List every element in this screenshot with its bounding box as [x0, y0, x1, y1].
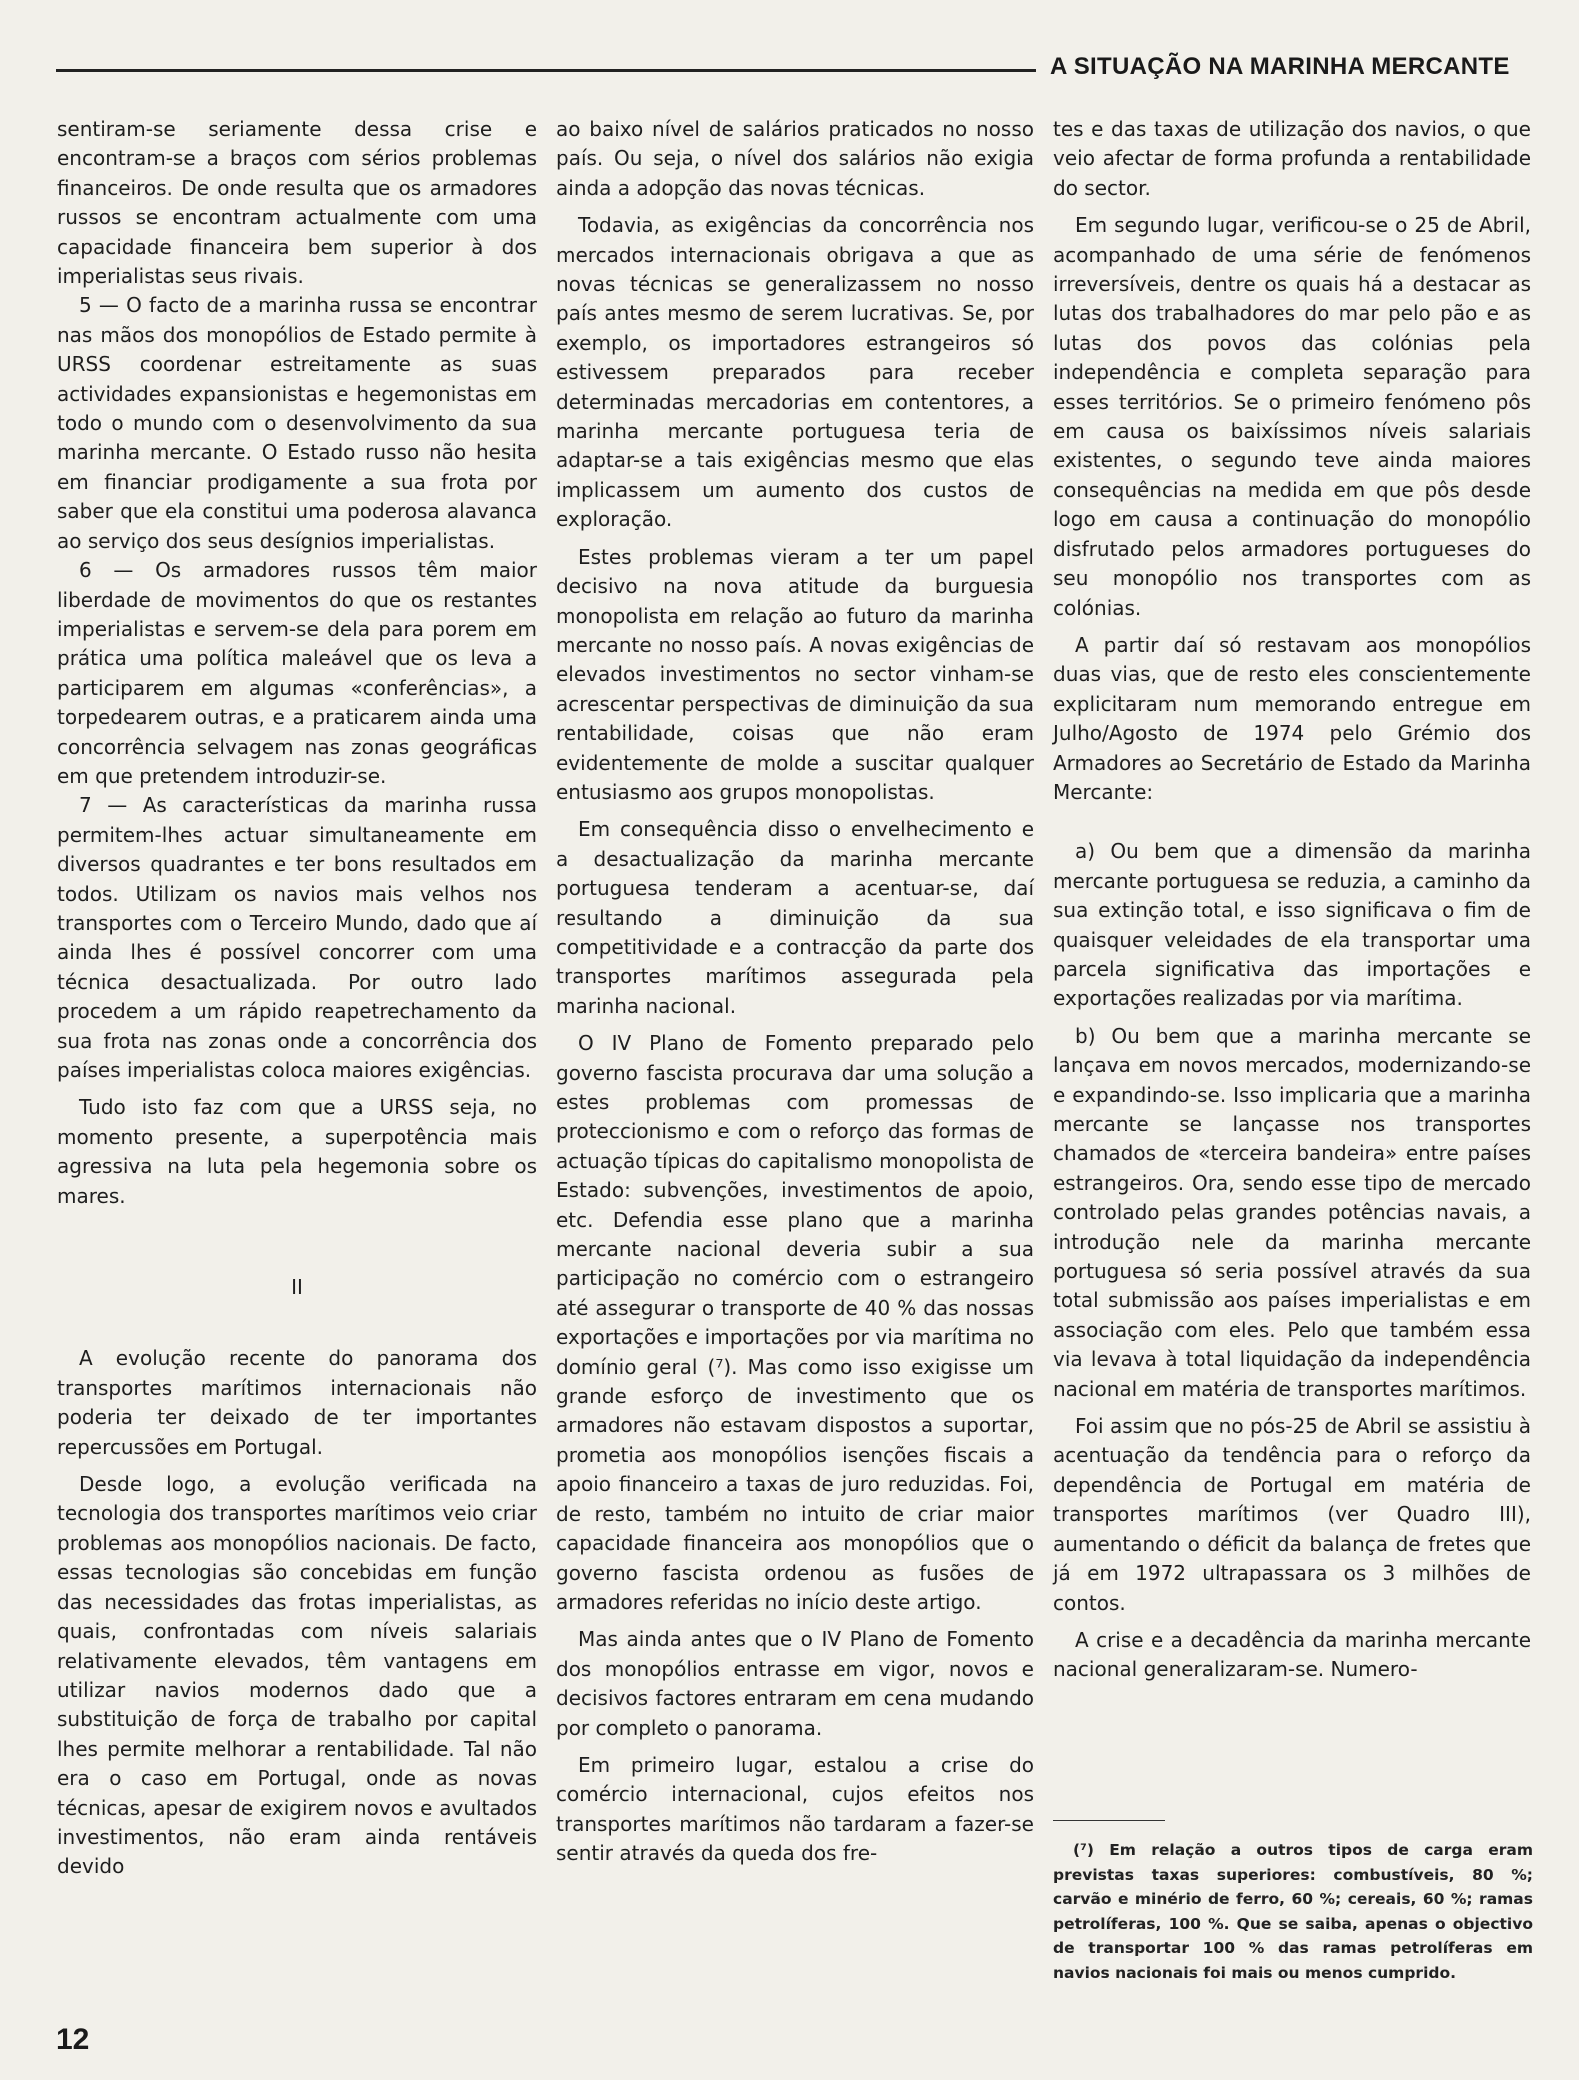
- paragraph: 7 — As características da marinha russa permitem-lhes actuar simultaneamente em diversos quadrantes e ter bons resultados em todos. Utilizam os navios mais velhos nos transportes com o Terceiro Mundo, dado que aí ainda lhes é possível concorrer com uma técnica desactualizada. Por outro lado procedem a um rápido reapetrechamento da sua frota nas zonas onde a concorrência dos países imperialistas coloca maiores exigências.: [57, 793, 537, 1082]
- paragraph: Em primeiro lugar, estalou a crise do comércio internacional, cujos efeitos nos transportes marítimos não tardaram a fazer-se sentir através da queda dos fre-: [556, 1752, 1034, 1866]
- text-column-2: [556, 115, 1034, 1869]
- paragraph: A partir daí só restavam aos monopólios duas vias, que de resto eles conscientemente explicitaram num memorando entregue em Julho/Agosto de 1974 pelo Grémio dos Armadores ao Secretário de Estado da Marinha Mercante:: [1053, 632, 1531, 804]
- section-number: II: [291, 1275, 303, 1300]
- page-number: 12: [56, 2023, 90, 2056]
- paragraph: 5 — O facto de a marinha russa se encontrar nas mãos dos monopólios de Estado permite à URSS coordenar estreitamente as suas actividades expansionistas e hegemonistas em todo o mundo com o desenvolvimento da sua marinha mercante. O Estado russo não hesita em financiar prodigamente a sua frota por saber que ela constitui uma poderosa alavanca ao serviço dos seus desígnios imperialistas.: [57, 293, 537, 553]
- text-column-3: [1053, 115, 1531, 1685]
- paragraph: ao baixo nível de salários praticados no nosso país. Ou seja, o nível dos salários não exigia ainda a adopção das novas técnicas.: [556, 117, 1034, 200]
- paragraph: Em segundo lugar, verificou-se o 25 de Abril, acompanhado de uma série de fenómenos irreversíveis, dentre os quais há a destacar as lutas dos trabalhadores do mar pelo pão e as lutas dos povos das colónias pela independência e completa separação para esses territórios. Se o primeiro fenómeno pôs em causa os baixíssimos níveis salariais existentes, o segundo teve ainda maiores consequências na medida em que pôs desde logo em causa a continuação do monopólio disfrutado pelos armadores portugueses do seu monopólio nos transportes com as colónias.: [1053, 213, 1531, 620]
- paragraph: Estes problemas vieram a ter um papel decisivo na nova atitude da burguesia monopolista em relação ao futuro da marinha mercante no nosso país. A novas exigências de elevados investimentos no sector vinham-se acrescentar perspectivas de diminuição da sua rentabilidade, coisas que não eram evidentemente de molde a suscitar qualquer entusiasmo aos grupos monopolistas.: [556, 544, 1034, 804]
- list-item: a) Ou bem que a dimensão da marinha mercante portuguesa se reduzia, a caminho da sua extinção total, e isso significava o fim de quaisquer veleidades de ela transportar uma parcela significativa das importações e exportações realizadas por via marítima.: [1053, 839, 1531, 1011]
- paragraph: O IV Plano de Fomento preparado pelo governo fascista procurava dar uma solução a estes problemas com promessas de proteccionismo e com o reforço das formas de actuação típicas do capitalismo monopolista de Estado: subvenções, investimentos de apoio, etc. Defendia esse plano que a marinha mercante nacional deveria subir a sua participação no comércio com o estrangeiro até assegurar o transporte de 40 % das nossas exportações e importações por via marítima no domínio geral (⁷). Mas como isso exigisse um grande esforço de investimento que os armadores não estavam dispostos a suportar, prometia aos monopólios isenções fiscais a apoio financeiro a taxas de juro reduzidas. Foi, de resto, também no intuito de criar maior capacidade financeira aos monopólios que o governo fascista ordenou as fusões de armadores referidas no início deste artigo.: [556, 1031, 1034, 1614]
- paragraph: Tudo isto faz com que a URSS seja, no momento presente, a superpotência mais agressiva na luta pela hegemonia sobre os mares.: [57, 1095, 537, 1208]
- paragraph: Em consequência disso o envelhecimento e a desactualização da marinha mercante portuguesa tenderam a acentuar-se, daí resultando a diminuição da sua competitividade e a contracção da parte dos transportes marítimos assegurada pela marinha nacional.: [556, 817, 1034, 1018]
- text-column-1: [57, 115, 537, 1882]
- paragraph: A crise e a decadência da marinha mercante nacional generalizaram-se. Numero-: [1053, 1627, 1531, 1682]
- paragraph: tes e das taxas de utilização dos navios, o que veio afectar de forma profunda a rentabilidade do sector.: [1053, 117, 1531, 200]
- paragraph: Mas ainda antes que o IV Plano de Fomento dos monopólios entrasse em vigor, novos e decisivos factores entraram em cena mudando por completo o panorama.: [556, 1627, 1034, 1740]
- paragraph: Desde logo, a evolução verificada na tecnologia dos transportes marítimos veio criar problemas aos monopólios nacionais. De facto, essas tecnologias são concebidas em função das necessidades das frotas imperialistas, as quais, confrontadas com níveis salariais relativamente elevados, têm vantagens em utilizar navios modernos dado que a substituição de força de trabalho por capital lhes permite melhorar a rentabilidade. Tal não era o caso em Portugal, onde as novas técnicas, apesar de exigirem novos e avultados investimentos, não eram ainda rentáveis devido: [57, 1472, 537, 1879]
- running-header-title: A SITUAÇÃO NA MARINHA MERCANTE: [1050, 53, 1510, 80]
- paragraph: Todavia, as exigências da concorrência nos mercados internacionais obrigava a que as novas técnicas se generalizassem no nosso país antes mesmo de serem lucrativas. Se, por exemplo, os importadores estrangeiros só estivessem preparados para receber determinadas mercadorias em contentores, a marinha mercante portuguesa teria de adaptar-se a tais exigências mesmo que elas implicassem um aumento dos custos de exploração.: [556, 213, 1034, 532]
- paragraph: sentiram-se seriamente dessa crise e encontram-se a braços com sérios problemas financeiros. De onde resulta que os armadores russos se encontram actualmente com uma capacidade financeira bem superior à dos imperialistas seus rivais.: [57, 117, 537, 289]
- header-rule: [56, 69, 1036, 72]
- footnote-text: (⁷) Em relação a outros tipos de carga eram previstas taxas superiores: combustíveis, 80 %; carvão e minério de ferro, 60 %; cereais, 60 %; ramas petrolíferas, 100 %. Que se saiba, apenas o objectivo de transportar 100 % das ramas petrolíferas em navios nacionais foi mais ou menos cumprido.: [1053, 1841, 1533, 1982]
- paragraph: A evolução recente do panorama dos transportes marítimos internacionais não poderia ter deixado de ter importantes repercussões em Portugal.: [57, 1346, 537, 1459]
- footnote-rule: [1053, 1820, 1165, 1821]
- list-item: b) Ou bem que a marinha mercante se lançava em novos mercados, modernizando-se e expandindo-se. Isso implicaria que a marinha mercante se lançasse nos transportes chamados de «terceira bandeira» entre países estrangeiros. Ora, sendo esse tipo de mercado controlado pelas grandes potências navais, a introdução nele da marinha mercante portuguesa só seria possível através da sua total submissão aos países imperialistas e em associação com eles. Pelo que também essa via levava à total liquidação da independência nacional em matéria de transportes marítimos.: [1053, 1023, 1531, 1401]
- paragraph: Foi assim que no pós-25 de Abril se assistiu à acentuação da tendência para o reforço da dependência de Portugal em matéria de transportes marítimos (ver Quadro III), aumentando o déficit da balança de fretes que já em 1972 ultrapassara os 3 milhões de contos.: [1053, 1414, 1531, 1615]
- paragraph: 6 — Os armadores russos têm maior liberdade de movimentos do que os restantes imperialistas e servem-se dela para porem em prática uma política maleável que os leva a participarem em algumas «conferências», a torpedearem outras, e a praticarem ainda uma concorrência selvagem nas zonas geográficas em que pretendem introduzir-se.: [57, 558, 537, 788]
- footnote: [1053, 1838, 1533, 1985]
